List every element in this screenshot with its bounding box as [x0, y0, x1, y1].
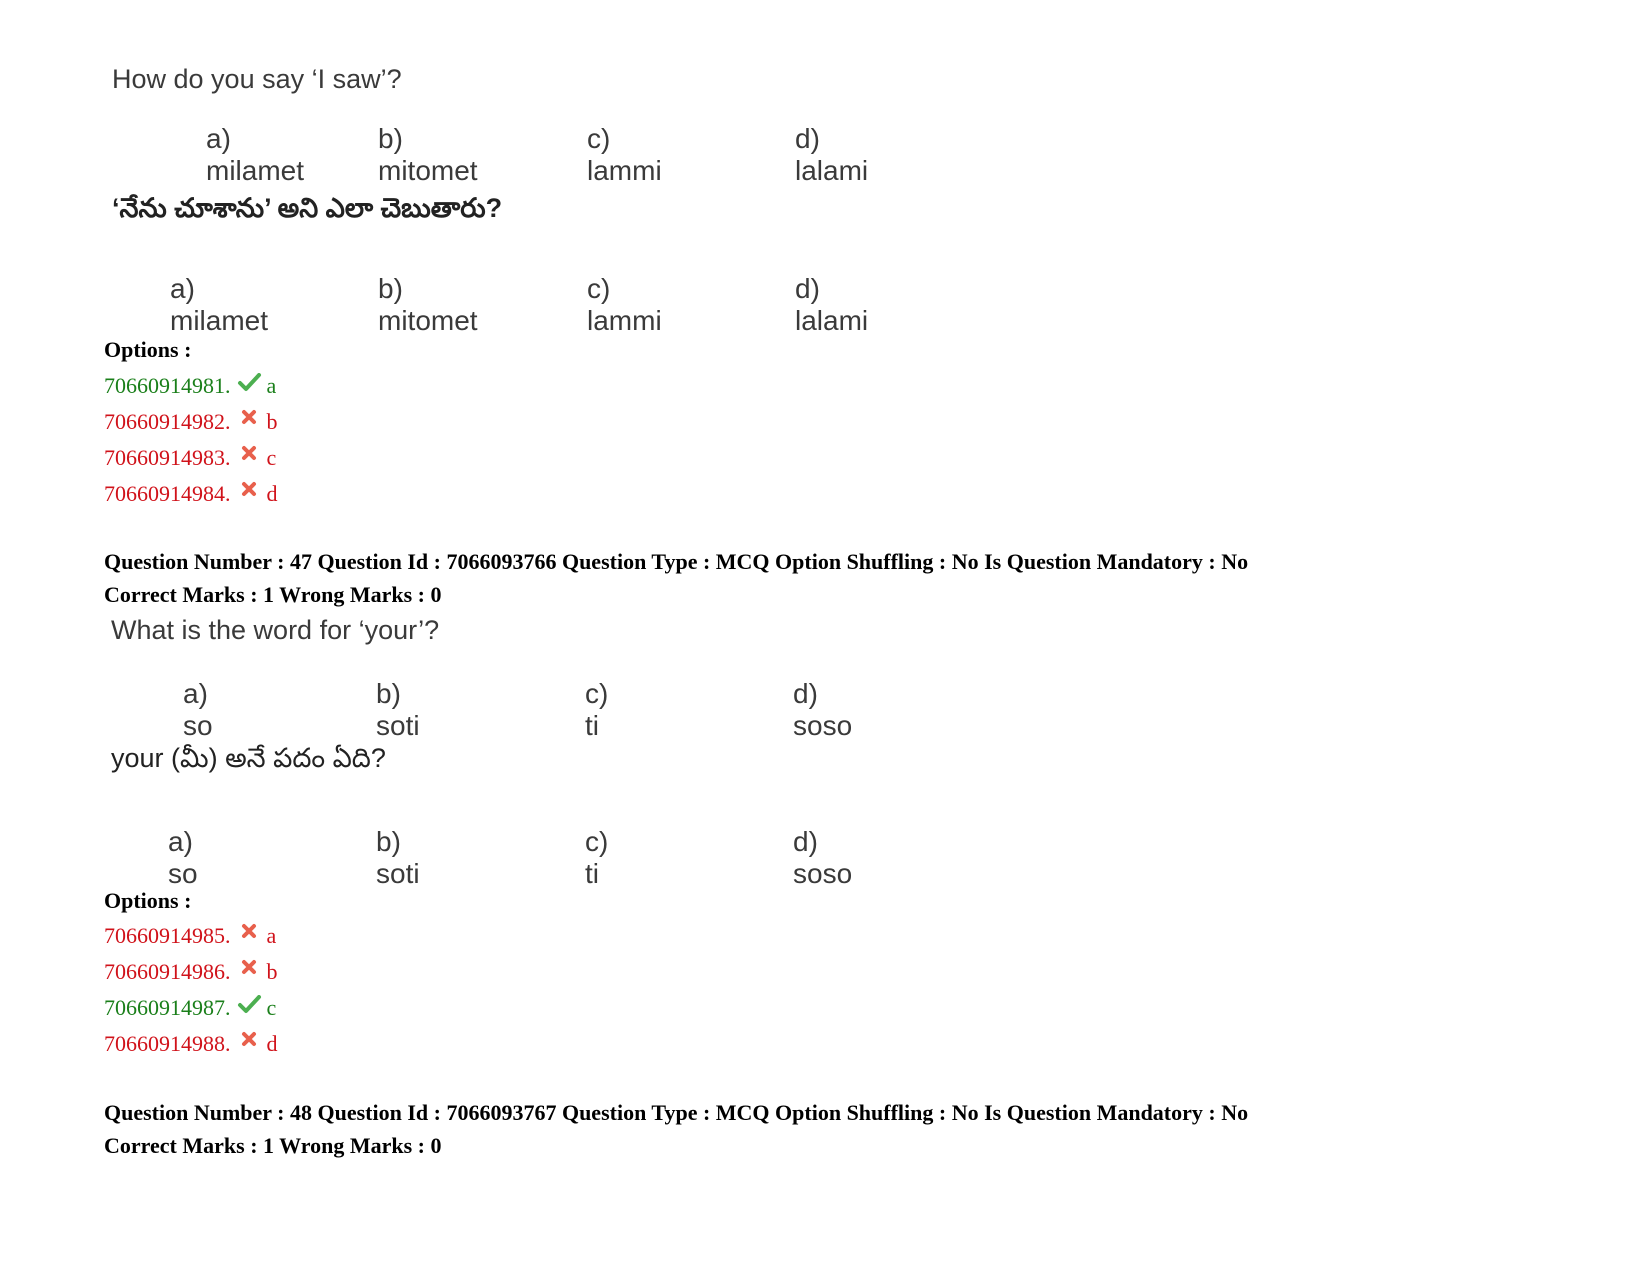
- option-letter: d: [266, 1031, 278, 1056]
- option-row: [104, 1031, 278, 1057]
- option-text: d) lalami: [795, 123, 869, 186]
- check-icon: [237, 373, 263, 393]
- option-text: c) ti: [585, 678, 609, 741]
- option-row: [104, 445, 276, 471]
- cross-icon: [237, 481, 263, 501]
- option-row: [104, 923, 276, 949]
- telugu-prompt: ‘నేను చూశాను’ అని ఎలా చెబుతారు?: [112, 193, 503, 223]
- option-row: [104, 409, 278, 435]
- option-text: a) milamet: [170, 273, 269, 336]
- cross-icon: [237, 959, 263, 979]
- option-id: 70660914986.: [104, 959, 231, 984]
- option-id: 70660914981.: [104, 373, 231, 398]
- option-text: b) soti: [376, 826, 420, 889]
- option-id: 70660914987.: [104, 995, 231, 1020]
- option-letter: c: [266, 995, 277, 1020]
- option-text: b) soti: [376, 678, 420, 741]
- option-text: d) soso: [793, 826, 853, 889]
- option-text: a) milamet: [206, 123, 305, 186]
- option-text: d) soso: [793, 678, 853, 741]
- option-letter: a: [266, 923, 277, 948]
- option-id: 70660914988.: [104, 1031, 231, 1056]
- option-row: [104, 959, 278, 985]
- option-letter: c: [266, 445, 277, 470]
- option-letter: a: [266, 373, 277, 398]
- option-letter: d: [266, 481, 278, 506]
- marks-meta-line: Correct Marks : 1 Wrong Marks : 0: [104, 582, 442, 607]
- option-text: b) mitomet: [378, 273, 478, 336]
- option-text: c) lammi: [587, 273, 662, 336]
- option-text: c) lammi: [587, 123, 662, 186]
- option-row: [104, 995, 276, 1021]
- option-row: [104, 481, 278, 507]
- option-text: a) so: [183, 678, 213, 741]
- check-icon: [237, 995, 263, 1015]
- cross-icon: [237, 923, 263, 943]
- option-letter: b: [266, 959, 278, 984]
- marks-meta-line: Correct Marks : 1 Wrong Marks : 0: [104, 1133, 442, 1158]
- cross-icon: [237, 445, 263, 465]
- option-text: c) ti: [585, 826, 609, 889]
- telugu-prompt: your (మీ) అనే పదం ఏది?: [111, 743, 386, 773]
- cross-icon: [237, 409, 263, 429]
- option-id: 70660914983.: [104, 445, 231, 470]
- english-prompt: What is the word for ‘your’?: [111, 615, 440, 645]
- cross-icon: [237, 1031, 263, 1051]
- option-row: [104, 373, 276, 399]
- english-prompt: How do you say ‘I saw’?: [112, 64, 402, 94]
- question-meta-line: Question Number : 48 Question Id : 7066093767 Question Type : MCQ Option Shuffling : No Is Question Mandatory : No: [104, 1100, 1249, 1125]
- option-text: d) lalami: [795, 273, 869, 336]
- option-id: 70660914982.: [104, 409, 231, 434]
- option-letter: b: [266, 409, 278, 434]
- option-text: b) mitomet: [378, 123, 478, 186]
- options-label: Options :: [104, 888, 192, 913]
- option-text: a) so: [168, 826, 198, 889]
- options-label: Options :: [104, 337, 192, 362]
- option-id: 70660914985.: [104, 923, 231, 948]
- question-meta-line: Question Number : 47 Question Id : 7066093766 Question Type : MCQ Option Shuffling : No Is Question Mandatory : No: [104, 549, 1249, 574]
- option-id: 70660914984.: [104, 481, 231, 506]
